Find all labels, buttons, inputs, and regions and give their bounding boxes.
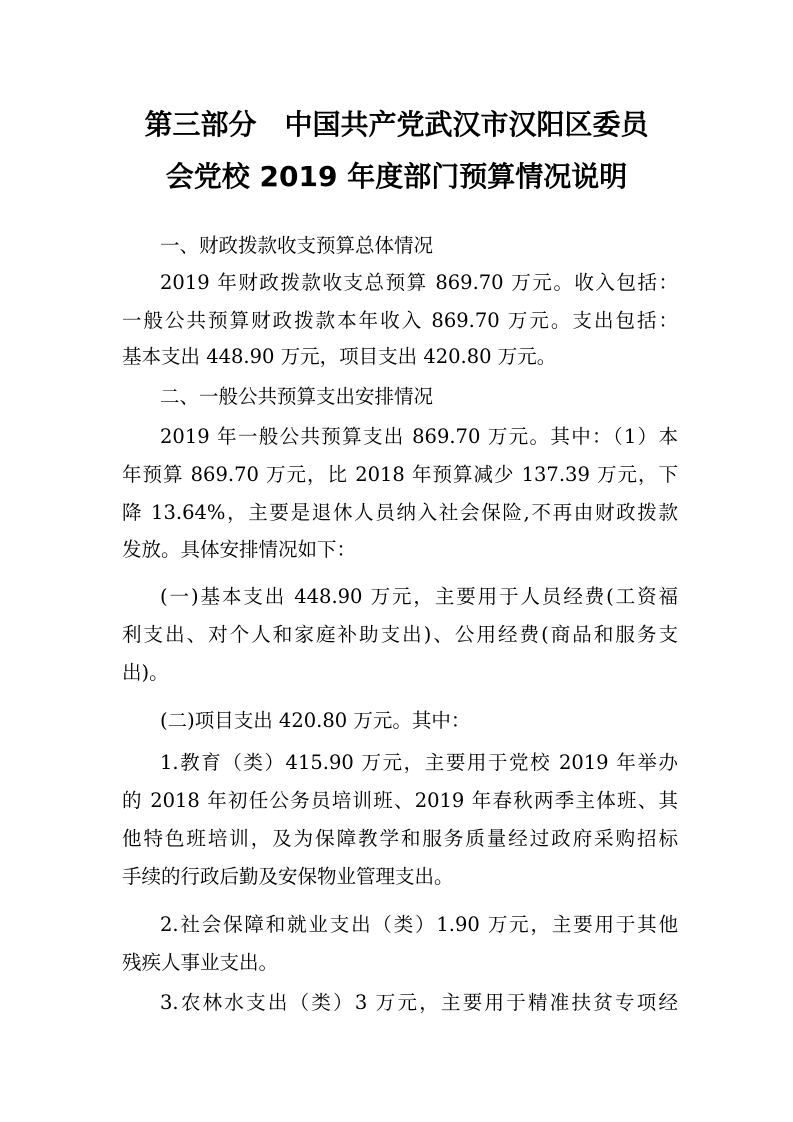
section-heading-2: 二、一般公共预算支出安排情况 (160, 385, 434, 408)
paragraph-line: 手续的行政后勤及安保物业管理支出。 (122, 865, 454, 888)
paragraph-line: 基本支出 448.90 万元，项目支出 420.80 万元。 (122, 345, 557, 368)
paragraph-line: 1.教育（类）415.90 万元，主要用于党校 2019 年举办 (160, 751, 678, 774)
paragraph-line: 3.农林水支出（类）3 万元，主要用于精准扶贫专项经 (160, 991, 678, 1014)
paragraph-line: 降 13.64%，主要是退休人员纳入社会保险,不再由财政拨款 (122, 501, 678, 524)
paragraph-line: 一般公共预算财政拨款本年收入 869.70 万元。支出包括： (122, 309, 678, 332)
document-title-line-2: 会党校 2019 年度部门预算情况说明 (165, 160, 628, 193)
section-heading-1: 一、财政拨款收支预算总体情况 (160, 234, 434, 257)
paragraph-line: 发放。具体安排情况如下： (122, 538, 357, 561)
paragraph-line: 残疾人事业支出。 (122, 951, 279, 974)
paragraph-line: 年预算 869.70 万元，比 2018 年预算减少 137.39 万元，下 (122, 463, 678, 486)
paragraph-line: 的 2018 年初任公务员培训班、2019 年春秋两季主体班、其 (122, 789, 678, 812)
paragraph-line: (一)基本支出 448.90 万元，主要用于人员经费(工资福 (160, 585, 678, 608)
paragraph-line: 他特色班培训，及为保障教学和服务质量经过政府采购招标 (122, 827, 678, 850)
paragraph-line: 利支出、对个人和家庭补助支出)、公用经费(商品和服务支 (122, 623, 678, 646)
paragraph-line: 2019 年财政拨款收支总预算 869.70 万元。收入包括： (160, 271, 678, 294)
document-title-line-1: 第三部分 中国共产党武汉市汉阳区委员 (144, 108, 649, 141)
paragraph-line: (二)项目支出 420.80 万元。其中： (160, 709, 471, 732)
paragraph-line: 2019 年一般公共预算支出 869.70 万元。其中：（1）本 (160, 425, 678, 448)
paragraph-line: 出)。 (122, 661, 169, 684)
paragraph-line: 2.社会保障和就业支出（类）1.90 万元，主要用于其他 (160, 913, 678, 936)
